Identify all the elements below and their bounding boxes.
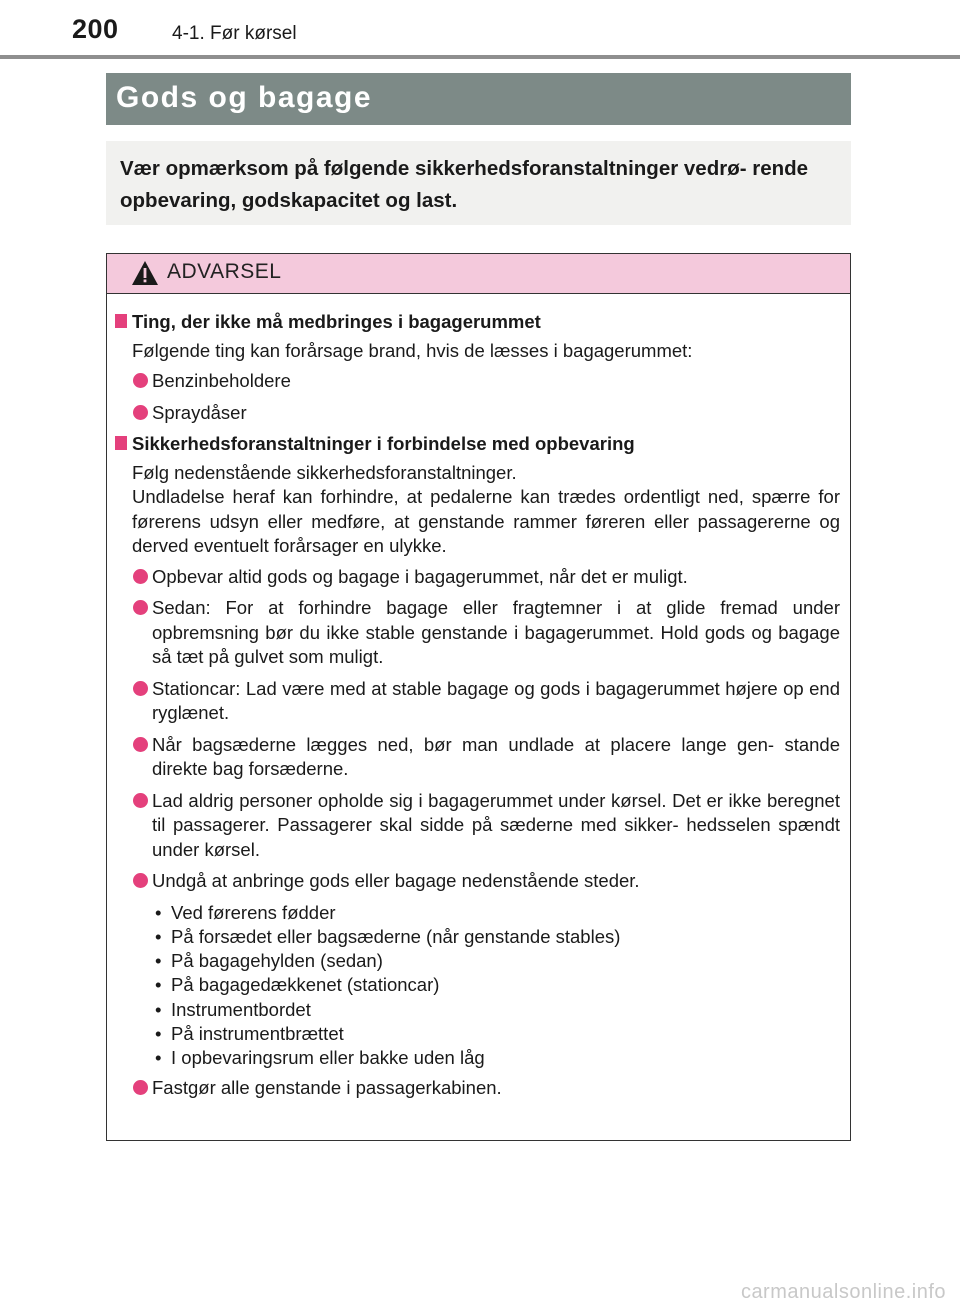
- sub-list-item: • Instrumentbordet: [152, 998, 840, 1022]
- paragraph: Undladelse heraf kan forhindre, at pedalerne kan trædes ordentligt ned, spærre for førerens udsyn eller medføre, at genstande rammer føreren eller passagererne og derved eventuelt forårsager en ulykke.: [132, 486, 840, 556]
- warning-header: [107, 254, 850, 294]
- list-item: Stationcar: Lad være med at stable bagage og gods i bagagerummet højere op end ryglænet.: [115, 677, 840, 726]
- sub-list-item: • Ved førerens fødder: [152, 901, 840, 925]
- warning-label: ADVARSEL: [167, 260, 282, 283]
- list-item: Lad aldrig personer opholde sig i bagagerummet under kørsel. Det er ikke beregnet til passagerer. Passagerer skal sidde på sæderne med sikker- hedsselen spændt under kørsel.: [115, 789, 840, 863]
- intro-text: Vær opmærksom på følgende sikkerhedsforanstaltninger vedrø- rende opbevaring, godskapacitet og last.: [120, 157, 809, 212]
- intro-box: [106, 141, 851, 225]
- page-title: Gods og bagage: [106, 73, 851, 125]
- sub-list-item: • På forsædet eller bagsæderne (når genstande stables): [152, 925, 840, 949]
- sub-list-item: • På bagagedækkenet (stationcar): [152, 973, 840, 997]
- list-item: Benzinbeholdere: [115, 369, 840, 394]
- bullet-dot-icon: [133, 681, 148, 696]
- bullet-dot-icon: [133, 1080, 148, 1095]
- sub-list-item: • På instrumentbrættet: [152, 1022, 840, 1046]
- sub-list-item: • I opbevaringsrum eller bakke uden låg: [152, 1046, 840, 1070]
- list-item: Fastgør alle genstande i passagerkabinen.: [115, 1076, 840, 1101]
- bullet-dot-icon: [133, 737, 148, 752]
- warning-body: [107, 294, 850, 1100]
- section-label: 4-1. Før kørsel: [172, 23, 297, 44]
- page-number: 200: [72, 14, 119, 44]
- list-item: Sedan: For at forhindre bagage eller fragtemner i at glide fremad under opbremsning bør du ikke stable genstande i bagagerummet. Hold gods og bagage så tæt på gulvet som muligt.: [115, 596, 840, 670]
- list-item: Når bagsæderne lægges ned, bør man undlade at placere lange gen- stande direkte bag forsæderne.: [115, 733, 840, 782]
- bullet-dot-icon: [133, 793, 148, 808]
- section-heading: Sikkerhedsforanstaltninger i forbindelse med opbevaring: [115, 432, 840, 457]
- paragraph: Følgende ting kan forårsage brand, hvis de læsses i bagagerummet:: [132, 339, 693, 361]
- bullet-dot-icon: [133, 600, 148, 615]
- sub-list: [115, 901, 840, 1071]
- list-item: Spraydåser: [115, 401, 840, 426]
- list-item: Opbevar altid gods og bagage i bagagerummet, når det er muligt.: [115, 565, 840, 590]
- section-heading: Ting, der ikke må medbringes i bagagerummet: [115, 310, 840, 335]
- watermark: carmanualsonline.info: [740, 1281, 946, 1303]
- bullet-dot-icon: [133, 569, 148, 584]
- bullet-dot-icon: [133, 873, 148, 888]
- sub-list-item: • På bagagehylden (sedan): [152, 949, 840, 973]
- paragraph: Følg nedenstående sikkerhedsforanstaltninger.: [132, 461, 517, 483]
- list-item: Undgå at anbringe gods eller bagage nedenstående steder.: [115, 869, 840, 894]
- header-divider: [0, 55, 960, 59]
- warning-box: [106, 253, 851, 1141]
- bullet-dot-icon: [133, 373, 148, 388]
- bullet-dot-icon: [133, 405, 148, 420]
- warning-triangle-icon: [131, 259, 159, 287]
